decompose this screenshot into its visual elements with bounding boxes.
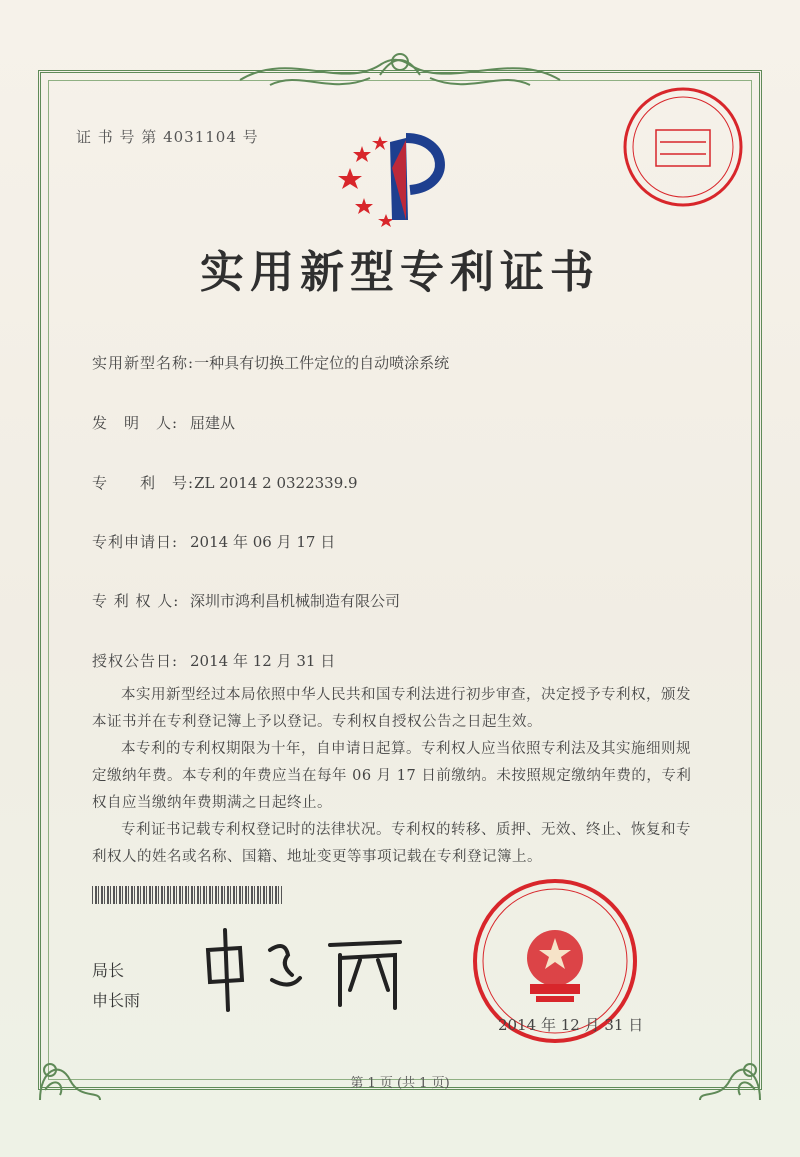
body-paragraph: 本专利的专利权期限为十年，自申请日起算。专利权人应当依照专利法及其实施细则规定缴纳年费。本专利的年费应当在每年 06 月 17 日前缴纳。未按照规定缴纳年费的，专利权自应当缴纳年费期满之日起终止。 xyxy=(92,741,692,811)
field-label: 实用新型名称: xyxy=(92,354,195,372)
certificate-body xyxy=(92,682,704,871)
field-patent-number xyxy=(92,472,358,493)
body-paragraph: 本实用新型经过本局依照中华人民共和国专利法进行初步审查，决定授予专利权，颁发本证书并在专利登记簿上予以登记。专利权自授权公告之日起生效。 xyxy=(92,687,691,730)
signatory-name: 申长雨 xyxy=(92,991,141,1010)
top-ornament-icon xyxy=(230,40,570,100)
certificate-title: 实用新型专利证书 xyxy=(200,247,600,298)
field-utility-model-name xyxy=(92,352,449,373)
tax-stamp-seal-icon xyxy=(618,82,748,212)
field-application-date xyxy=(92,531,335,552)
field-label: 专 利 号: xyxy=(92,474,195,492)
field-inventor xyxy=(92,412,235,433)
field-value: 一种具有切换工件定位的自动喷涂系统 xyxy=(194,354,450,372)
corner-ornament-icon xyxy=(690,1030,770,1110)
field-grant-announcement-date xyxy=(92,650,335,671)
certificate-number: 证 书 号 第 4031104 号 xyxy=(76,128,259,146)
field-value: ZL 2014 2 0322339.9 xyxy=(194,474,358,492)
field-label: 专 利 权 人: xyxy=(92,592,180,610)
field-value: 屈建从 xyxy=(190,414,236,432)
signatory-role: 局长 xyxy=(92,961,125,980)
handwritten-signature-icon xyxy=(200,920,420,1020)
corner-ornament-icon xyxy=(30,1030,110,1110)
field-patentee xyxy=(92,590,400,611)
barcode xyxy=(92,886,282,904)
body-paragraph: 专利证书记载专利权登记时的法律状况。专利权的转移、质押、无效、终止、恢复和专利权人的姓名或名称、国籍、地址变更等事项记载在专利登记簿上。 xyxy=(92,822,691,865)
field-value: 深圳市鸿利昌机械制造有限公司 xyxy=(190,592,401,610)
field-label: 授权公告日: xyxy=(92,652,179,670)
field-value: 2014 年 06 月 17 日 xyxy=(190,533,336,551)
field-label: 专利申请日: xyxy=(92,533,179,551)
patent-office-logo-icon xyxy=(328,128,468,228)
issue-date: 2014 年 12 月 31 日 xyxy=(498,1016,644,1034)
page-number: 第 1 页 (共 1 页) xyxy=(350,1076,450,1091)
field-label: 发 明 人: xyxy=(92,414,179,432)
field-value: 2014 年 12 月 31 日 xyxy=(190,652,336,670)
